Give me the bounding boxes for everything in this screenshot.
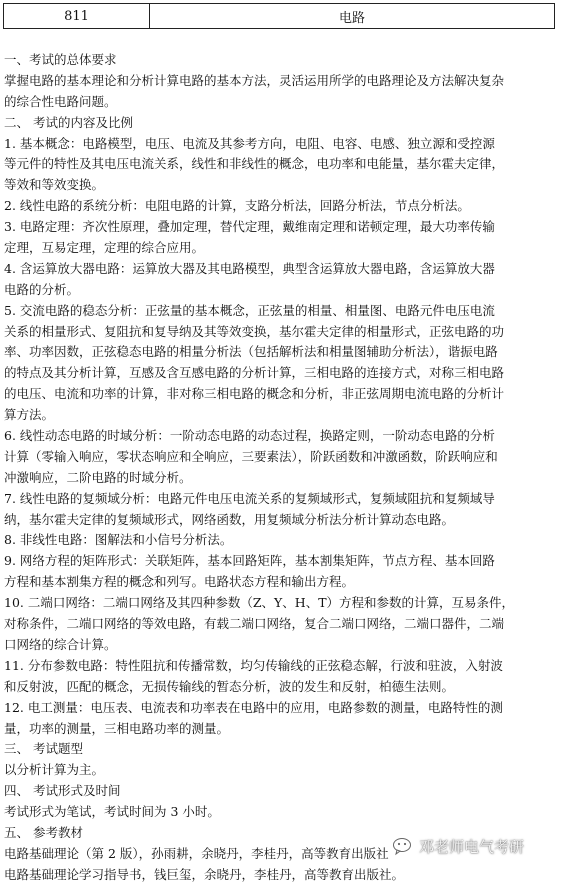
text-line: 8. 非线性电路：图解法和小信号分析法。 (4, 532, 233, 548)
watermark-text: 邓老师电气考研 (419, 838, 525, 856)
text-line: 三、 考试题型 (4, 741, 83, 757)
text-line: 四、 考试形式及时间 (4, 783, 121, 799)
text-line: 3. 电路定理：齐次性原理，叠加定理，替代定理，戴维南定理和诺顿定理，最大功率传输 (4, 219, 495, 235)
exam-subject: 电路 (338, 10, 365, 26)
text-line: 计算（零输入响应，零状态响应和全响应，三要素法），阶跃函数和冲激函数，阶跃响应和 (4, 448, 498, 464)
text-line: 以分析计算为主。 (4, 762, 105, 778)
text-line: 的特点及其分析计算，互感及含互感电路的分析计算，三相电路的连接方式，对称三相电路 (4, 365, 505, 381)
text-line: 等效和等效变换。 (4, 177, 105, 193)
text-line: 4. 含运算放大器电路：运算放大器及其电路模型，典型含运算放大器电路，含运算放大器 (4, 260, 495, 276)
watermark (392, 836, 524, 857)
text-line: 五、 参考教材 (4, 824, 83, 840)
text-line: 11. 分布参数电路：特性阻抗和传播常数，均匀传输线的正弦稳态解，行波和驻波，入射波 (4, 657, 503, 673)
document-body (4, 50, 556, 886)
text-line: 12. 电工测量：电压表、电流表和功率表在电路中的应用，电路参数的测量，电路特性的测 (4, 699, 503, 715)
text-line: 1. 基本概念：电路模型，电压、电流及其参考方向，电阻、电容、电感、独立源和受控源 (4, 135, 495, 151)
text-line: 10. 二端口网络：二端口网络及其四种参数（Z、Y、H、T）方程和参数的计算，互易条件， (4, 595, 515, 611)
text-line: 二、 考试的内容及比例 (4, 114, 133, 130)
text-line: 方程和基本割集方程的概念和列写。电路状态方程和输出方程。 (4, 574, 355, 590)
wechat-logo-icon (392, 837, 416, 857)
text-line: 的综合性电路问题。 (4, 93, 117, 109)
text-line: 6. 线性动态电路的时域分析：一阶动态电路的动态过程，换路定则，一阶动态电路的分析 (4, 428, 495, 444)
text-line: 7. 线性电路的复频域分析：电路元件电压电流关系的复频域形式，复频域阻抗和复频域导 (4, 490, 495, 506)
text-line: 电路基础理论（第 2 版），孙雨耕，余晓丹，李桂丹，高等教育出版社 (4, 845, 389, 861)
text-line: 关系的相量形式、复阻抗和复导纳及其等效变换，基尔霍夫定律的相量形式，正弦电路的功 (4, 323, 505, 339)
text-line: 定理，互易定理，定理的综合应用。 (4, 240, 205, 256)
text-line: 掌握电路的基本理论和分析计算电路的基本方法，灵活运用所学的电路理论及方法解决复杂 (4, 72, 505, 88)
text-line: 和反射波，匹配的概念，无损传输线的暂态分析，波的发生和反射，柏德生法则。 (4, 678, 455, 694)
text-line: 量，功率的测量，三相电路功率的测量。 (4, 720, 230, 736)
text-line: 9. 网络方程的矩阵形式：关联矩阵，基本回路矩阵，基本割集矩阵，节点方程、基本回路 (4, 553, 495, 569)
text-line: 纳，基尔霍夫定律的复频域形式，网络函数，用复频域分析法分析计算动态电路。 (4, 511, 455, 527)
text-line: 对称条件，二端口网络的等效电路，有载二端口网络，复合二端口网络，二端口器件，二端 (4, 616, 505, 632)
text-line: 一、考试的总体要求 (4, 52, 117, 67)
text-line: 口网络的综合计算。 (4, 636, 117, 652)
text-line: 考试形式为笔试，考试时间为 3 小时。 (4, 804, 220, 820)
text-line: 的电压、电流和功率的计算，非对称三相电路的概念和分析，非正弦周期电流电路的分析计 (4, 386, 505, 402)
header-table (3, 3, 555, 29)
exam-code: 811 (4, 4, 150, 28)
text-line: 电路基础理论学习指导书，钱巨玺，余晓丹，李桂丹，高等教育出版社。 (4, 866, 405, 882)
text-line: 冲激响应，二阶电路的时域分析。 (4, 469, 192, 485)
text-line: 电路的分析。 (4, 281, 80, 297)
text-line: 率、功率因数，正弦稳态电路的相量分析法（包括解析法和相量图辅助分析法），谐振电路 (4, 344, 498, 360)
text-line: 等元件的特性及其电压电流关系，线性和非线性的概念，电功率和电能量，基尔霍夫定律， (4, 156, 505, 172)
text-line: 2. 线性电路的系统分析：电阻电路的计算，支路分析法，回路分析法，节点分析法。 (4, 198, 470, 214)
text-line: 5. 交流电路的稳态分析：正弦量的基本概念，正弦量的相量、相量图、电路元件电压电流 (4, 302, 495, 318)
text-line: 算方法。 (4, 407, 55, 423)
